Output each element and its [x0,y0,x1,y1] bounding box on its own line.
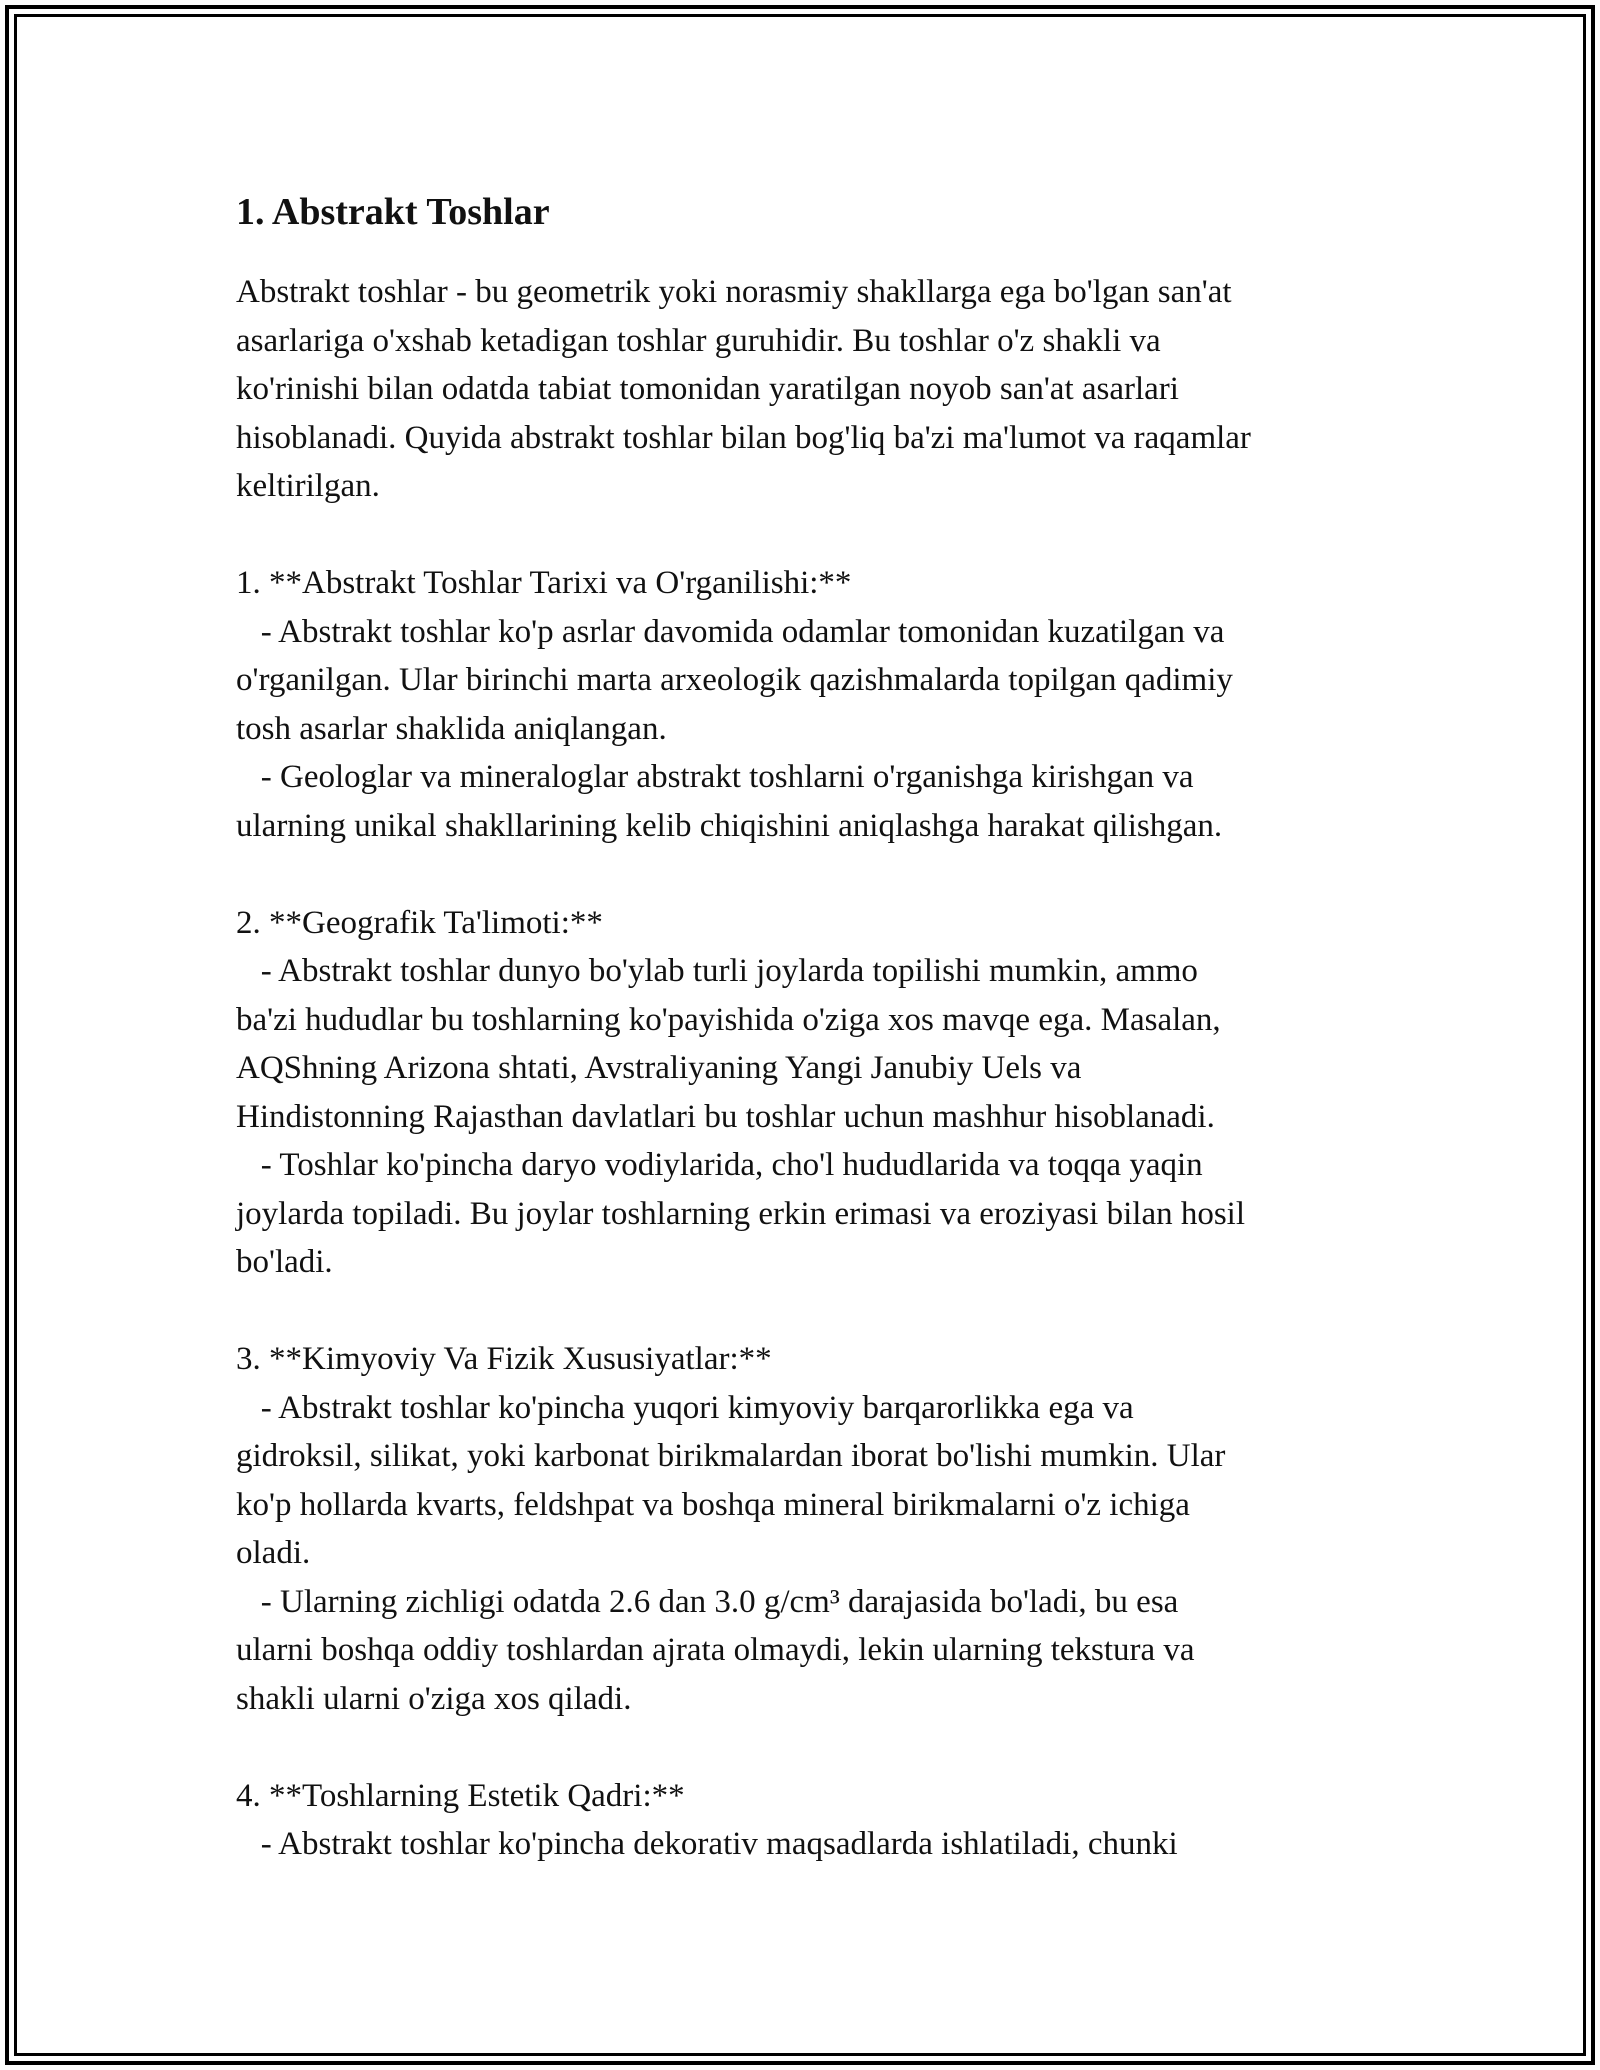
text-line: o'rganilgan. Ular birinchi marta arxeologik qazishmalarda topilgan qadimiy [236,662,1233,698]
section-history [236,559,1376,850]
paragraph-gap [236,850,1376,899]
text-line: bo'ladi. [236,1244,333,1280]
section-heading: 2. **Geografik Ta'limoti:** [236,904,603,941]
text-line: joylarda topiladi. Bu joylar toshlarning erkin erimasi va eroziyasi bilan hosil [236,1195,1246,1232]
text-line: - Abstrakt toshlar dunyo bo'ylab turli joylarda topilishi mumkin, ammo [236,953,1198,989]
text-line: hisoblanadi. Quyida abstrakt toshlar bilan bog'liq ba'zi ma'lumot va raqamlar [236,419,1251,456]
text-line: ba'zi hududlar bu toshlarning ko'payishida o'ziga xos mavqe ega. Masalan, [236,1001,1221,1038]
section-heading: 3. **Kimyoviy Va Fizik Xususiyatlar:** [236,1341,772,1377]
section-chemistry [236,1335,1376,1723]
text-line: - Abstrakt toshlar ko'pincha yuqori kimyoviy barqarorlikka ega va [236,1389,1134,1426]
section-heading: 4. **Toshlarning Estetik Qadri:** [236,1777,685,1814]
paragraph-gap [236,1723,1376,1772]
text-line: keltirilgan. [236,468,380,504]
text-line: - Abstrakt toshlar ko'p asrlar davomida odamlar tomonidan kuzatilgan va [236,613,1225,650]
document-title: 1. Abstrakt Toshlar [236,191,550,233]
text-line: gidroksil, silikat, yoki karbonat birikmalardan iborat bo'lishi mumkin. Ular [236,1438,1226,1474]
text-line: AQShning Arizona shtati, Avstraliyaning Yangi Janubiy Uels va [236,1050,1082,1086]
section-aesthetics [236,1772,1376,1869]
paragraph-gap [236,1287,1376,1336]
text-line: ko'rinishi bilan odatda tabiat tomonidan yaratilgan noyob san'at asarlari [236,371,1179,407]
text-line: oladi. [236,1535,311,1571]
section-heading: 1. **Abstrakt Toshlar Tarixi va O'rganilishi:** [236,565,852,601]
text-line: - Geologlar va mineraloglar abstrakt toshlarni o'rganishga kirishgan va [236,759,1194,795]
text-line: ularning unikal shakllarining kelib chiqishini aniqlashga harakat qilishgan. [236,807,1223,844]
paragraph-gap [236,511,1376,560]
intro-paragraph [236,268,1376,511]
text-line: ko'p hollarda kvarts, feldshpat va boshqa mineral birikmalarni o'z ichiga [236,1486,1190,1523]
text-line: - Ularning zichligi odatda 2.6 dan 3.0 g/cm³ darajasida bo'ladi, bu esa [236,1583,1179,1620]
text-line: asarlariga o'xshab ketadigan toshlar guruhidir. Bu toshlar o'z shakli va [236,322,1161,359]
text-line: - Toshlar ko'pincha daryo vodiylarida, cho'l hududlarida va toqqa yaqin [236,1147,1203,1183]
text-line: tosh asarlar shaklida aniqlangan. [236,710,667,747]
text-line: - Abstrakt toshlar ko'pincha dekorativ maqsadlarda ishlatiladi, chunki [236,1826,1178,1862]
text-line: ularni boshqa oddiy toshlardan ajrata olmaydi, lekin ularning tekstura va [236,1632,1195,1668]
text-line: shakli ularni o'ziga xos qiladi. [236,1680,632,1717]
text-line: Abstrakt toshlar - bu geometrik yoki norasmiy shakllarga ega bo'lgan san'at [236,274,1232,310]
document-body [236,188,1376,1869]
text-line: Hindistonning Rajasthan davlatlari bu toshlar uchun mashhur hisoblanadi. [236,1098,1215,1135]
section-geography [236,899,1376,1287]
